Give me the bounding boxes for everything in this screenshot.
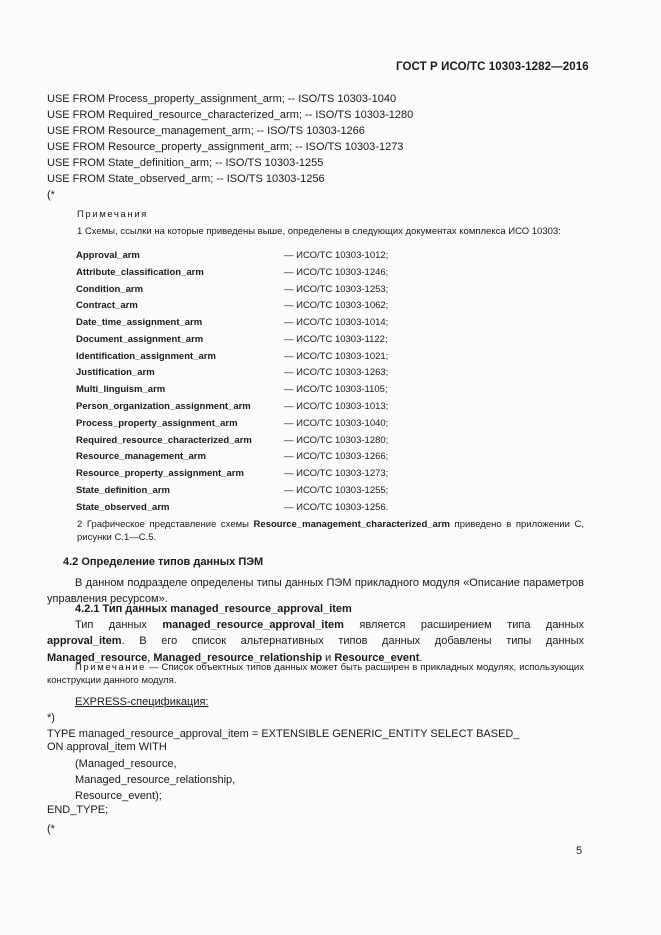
section-intro: В данном подразделе определены типы данных ПЭМ прикладного модуля «Описание параметров управления ресурсом». xyxy=(47,577,584,606)
notes-title: Примечания xyxy=(77,209,148,220)
module-name: Attribute_classification_arm xyxy=(76,267,204,278)
module-ref: — ИСО/ТС 10303-1012; xyxy=(284,250,389,261)
module-name: Multi_linguism_arm xyxy=(76,384,166,395)
module-name: Justification_arm xyxy=(76,367,155,378)
note-3: Примечание — Список объектных типов данных может быть расширен в прикладных модулях, использующих конструкции данного модуля. xyxy=(47,662,584,686)
module-ref: — ИСО/ТС 10303-1040; xyxy=(284,418,389,429)
module-ref: — ИСО/ТС 10303-1256. xyxy=(284,502,389,513)
code-line: ON approval_item WITH xyxy=(47,741,167,753)
code-line: TYPE managed_resource_approval_item = EXTENSIBLE GENERIC_ENTITY SELECT BASED_ xyxy=(47,728,520,740)
module-name: Date_time_assignment_arm xyxy=(76,317,203,328)
code-line: END_TYPE; xyxy=(47,804,109,816)
code-line: Resource_event); xyxy=(75,790,162,802)
module-name: Resource_property_assignment_arm xyxy=(76,468,244,479)
module-name: Person_organization_assignment_arm xyxy=(76,401,251,412)
module-ref: — ИСО/ТС 10303-1122; xyxy=(284,334,388,345)
module-name: Process_property_assignment_arm xyxy=(76,418,238,429)
page-number: 5 xyxy=(576,845,583,857)
type-description: Тип данных managed_resource_approval_item является расширением типа данных approval_item. В его список альтернативных типов данных добавлены типы данных Managed_resource, Managed_resource_relationship и Resource_event. xyxy=(47,619,584,664)
comment-open: (* xyxy=(47,189,55,201)
use-from-line: USE FROM Required_resource_characterized_arm; -- ISO/TS 10303-1280 xyxy=(47,109,414,121)
code-line: *) xyxy=(47,712,55,724)
section-title: 4.2 Определение типов данных ПЭМ xyxy=(63,556,264,568)
use-from-line: USE FROM State_definition_arm; -- ISO/TS 10303-1255 xyxy=(47,157,324,169)
subsection-title: 4.2.1 Тип данных managed_resource_approval_item xyxy=(75,603,352,615)
use-from-line: USE FROM Resource_property_assignment_arm; -- ISO/TS 10303-1273 xyxy=(47,141,404,153)
module-name: Condition_arm xyxy=(76,284,144,295)
use-from-line: USE FROM State_observed_arm; -- ISO/TS 10303-1256 xyxy=(47,173,325,185)
code-line: (Managed_resource, xyxy=(75,758,177,770)
code-line: Managed_resource_relationship, xyxy=(75,774,236,786)
module-ref: — ИСО/ТС 10303-1253; xyxy=(284,284,389,295)
use-from-line: USE FROM Process_property_assignment_arm; -- ISO/TS 10303-1040 xyxy=(47,93,397,105)
module-name: Approval_arm xyxy=(76,250,140,261)
module-name: State_definition_arm xyxy=(76,485,170,496)
module-ref: — ИСО/ТС 10303-1280; xyxy=(284,435,389,446)
module-ref: — ИСО/ТС 10303-1255; xyxy=(284,485,389,496)
note-1: 1 Схемы, ссылки на которые приведены выше, определены в следующих документах комплекса ИСО 10303: xyxy=(77,226,561,237)
module-ref: — ИСО/ТС 10303-1014; xyxy=(284,317,389,328)
module-name: Resource_management_arm xyxy=(76,451,206,462)
module-name: Identification_assignment_arm xyxy=(76,351,216,362)
module-ref: — ИСО/ТС 10303-1062; xyxy=(284,300,389,311)
module-ref: — ИСО/ТС 10303-1273; xyxy=(284,468,389,479)
module-ref: — ИСО/ТС 10303-1263; xyxy=(284,367,389,378)
module-name: Document_assignment_arm xyxy=(76,334,204,345)
module-name: State_observed_arm xyxy=(76,502,170,513)
module-name: Contract_arm xyxy=(76,300,138,311)
page-header: ГОСТ Р ИСО/ТС 10303-1282—2016 xyxy=(396,61,589,73)
module-ref: — ИСО/ТС 10303-1266; xyxy=(284,451,389,462)
module-ref: — ИСО/ТС 10303-1021; xyxy=(284,351,389,362)
module-name: Required_resource_characterized_arm xyxy=(76,435,252,446)
express-spec-label: EXPRESS-спецификация: xyxy=(75,696,209,708)
use-from-line: USE FROM Resource_management_arm; -- ISO/TS 10303-1266 xyxy=(47,125,365,137)
module-ref: — ИСО/ТС 10303-1246; xyxy=(284,267,389,278)
note-2: 2 Графическое представление схемы Resource_management_characterized_arm приведено в приложении С, рисунки С.1—С.5. xyxy=(77,519,584,543)
code-line: (* xyxy=(47,823,55,835)
module-ref: — ИСО/ТС 10303-1105; xyxy=(284,384,388,395)
module-ref: — ИСО/ТС 10303-1013; xyxy=(284,401,389,412)
